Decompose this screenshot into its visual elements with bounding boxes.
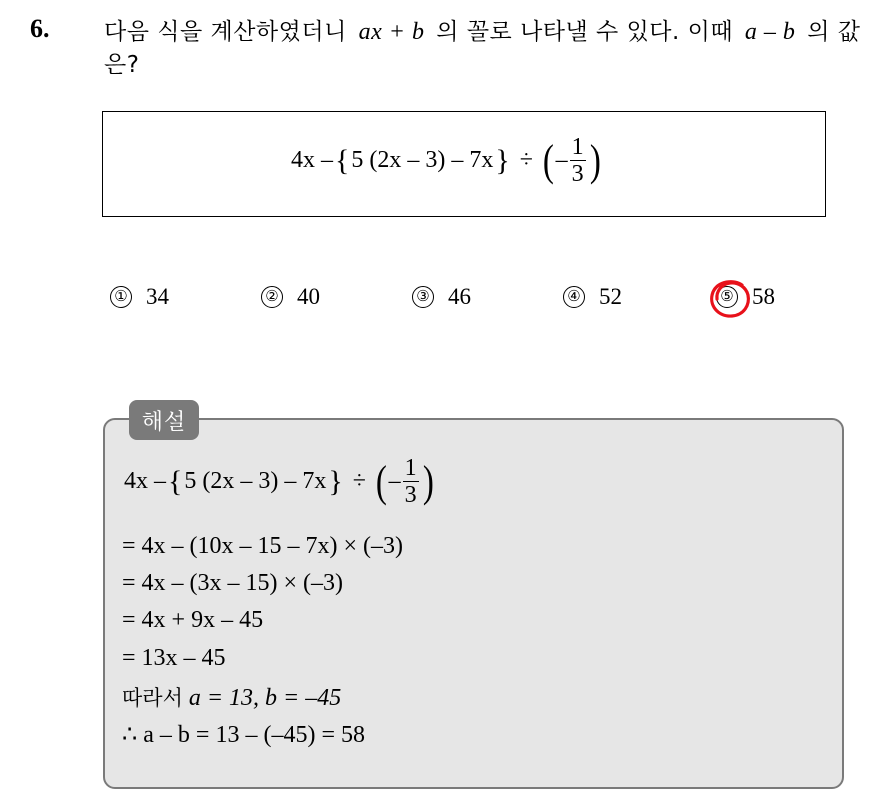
choice-4[interactable] (563, 284, 622, 310)
choice-value: 40 (297, 284, 320, 309)
expression-fraction (570, 134, 586, 187)
choice-value: 46 (448, 284, 471, 309)
question-number: 6. (30, 14, 50, 43)
expression-lparen: ( (542, 135, 554, 185)
expression-rparen: ) (589, 135, 601, 185)
choice-number: ① (110, 286, 132, 308)
choice-number: ⑤ (716, 286, 738, 308)
solution-expression (124, 455, 435, 508)
choice-number: ③ (412, 286, 434, 308)
solution-expression-lead: 4x – (124, 468, 166, 494)
solution-conclusion (122, 682, 341, 712)
expression-lbrace: { (335, 143, 350, 177)
expression-lead: 4x – (291, 147, 333, 173)
solution-lparen: ( (375, 456, 387, 506)
solution-tab: 해설 (129, 400, 199, 440)
question-text-start: 다음 식을 계산하였더니 (104, 19, 347, 45)
solution-line-3: = 4x + 9x – 45 (122, 607, 264, 633)
solution-lbrace: { (168, 464, 183, 498)
solution-divide: ÷ (352, 468, 366, 494)
solution-expression-body: 5 (2x – 3) – 7x (184, 468, 327, 494)
expression-divide: ÷ (519, 147, 533, 173)
expression-rbrace: } (495, 143, 510, 177)
fraction-denominator: 3 (571, 161, 584, 187)
conclusion-values: a = 13, b = –45 (188, 685, 342, 711)
solution-line-1: = 4x – (10x – 15 – 7x) × (–3) (122, 533, 404, 559)
solution-sign: – (388, 468, 401, 494)
solution-rbrace: } (328, 464, 343, 498)
solution-fraction (403, 455, 419, 508)
choice-value: 58 (752, 284, 775, 309)
question-text-end: 의 값은? (104, 19, 861, 78)
fraction-numerator: 1 (571, 134, 584, 160)
answer-circle-mark (708, 277, 754, 321)
choice-value: 34 (146, 284, 169, 309)
question-text (104, 16, 874, 82)
solution-line-4: = 13x – 45 (122, 645, 226, 671)
expression-box (102, 111, 826, 217)
conclusion-label: 따라서 (122, 686, 183, 710)
expression-body: 5 (2x – 3) – 7x (351, 147, 494, 173)
solution-final: ∴ a – b = 13 – (–45) = 58 (122, 722, 365, 748)
question-form: ax + b (358, 19, 425, 45)
choice-3[interactable] (412, 284, 471, 310)
choice-value: 52 (599, 284, 622, 309)
choice-1[interactable] (110, 284, 169, 310)
choice-2[interactable] (261, 284, 320, 310)
expression (291, 134, 602, 187)
solution-fraction-numerator: 1 (404, 455, 417, 481)
question-target: a – b (744, 19, 796, 45)
solution-line-2: = 4x – (3x – 15) × (–3) (122, 570, 344, 596)
solution-fraction-denominator: 3 (404, 482, 417, 508)
choice-number: ④ (563, 286, 585, 308)
question-text-middle: 의 꼴로 나타낼 수 있다. 이때 (436, 19, 734, 45)
choice-number: ② (261, 286, 283, 308)
choices (110, 284, 810, 314)
expression-sign: – (555, 147, 568, 173)
solution-rparen: ) (422, 456, 434, 506)
